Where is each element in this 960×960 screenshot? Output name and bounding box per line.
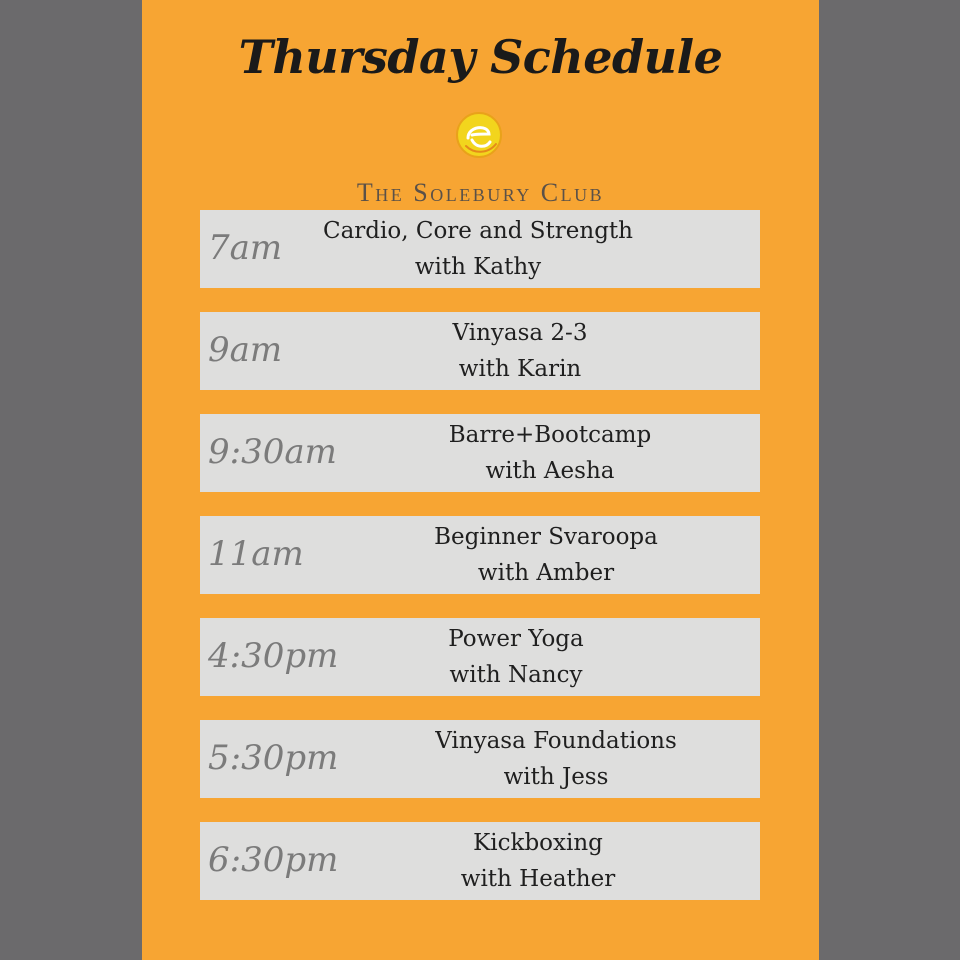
class-info [400, 418, 700, 488]
class-instructor: with Karin [458, 356, 582, 382]
class-instructor: with Jess [503, 764, 609, 790]
class-time: 4:30pm [208, 636, 339, 676]
club-logo-icon [454, 110, 504, 160]
class-time: 5:30pm [208, 738, 339, 778]
poster-title: Thursday Schedule [238, 30, 723, 84]
schedule-row [200, 720, 760, 798]
schedule-row [200, 618, 760, 696]
class-instructor: with Kathy [414, 254, 542, 280]
class-info [380, 316, 660, 386]
schedule-row [200, 516, 760, 594]
class-name: Vinyasa Foundations [435, 728, 677, 754]
class-time: 7am [208, 228, 283, 268]
schedule-row [200, 210, 760, 288]
club-name: The Solebury Club [356, 178, 605, 207]
class-info [290, 214, 666, 284]
schedule-row [200, 822, 760, 900]
class-info [386, 724, 726, 794]
class-name: Power Yoga [448, 626, 584, 652]
class-name: Beginner Svaroopa [434, 524, 658, 550]
class-name: Kickboxing [473, 830, 603, 856]
class-instructor: with Aesha [485, 458, 615, 484]
class-name: Barre+Bootcamp [448, 422, 652, 448]
class-name: Vinyasa 2-3 [452, 320, 588, 346]
schedule-row [200, 312, 760, 390]
class-time: 11am [208, 534, 304, 574]
class-time: 9am [208, 330, 283, 370]
class-time: 6:30pm [208, 840, 339, 880]
class-instructor: with Heather [460, 866, 616, 892]
class-name: Cardio, Core and Strength [323, 218, 633, 244]
class-instructor: with Amber [477, 560, 615, 586]
class-info [396, 622, 636, 692]
class-info [416, 826, 660, 896]
class-time: 9:30am [208, 432, 337, 472]
schedule-row [200, 414, 760, 492]
class-info [376, 520, 716, 590]
class-instructor: with Nancy [449, 662, 583, 688]
schedule-poster [142, 0, 819, 960]
